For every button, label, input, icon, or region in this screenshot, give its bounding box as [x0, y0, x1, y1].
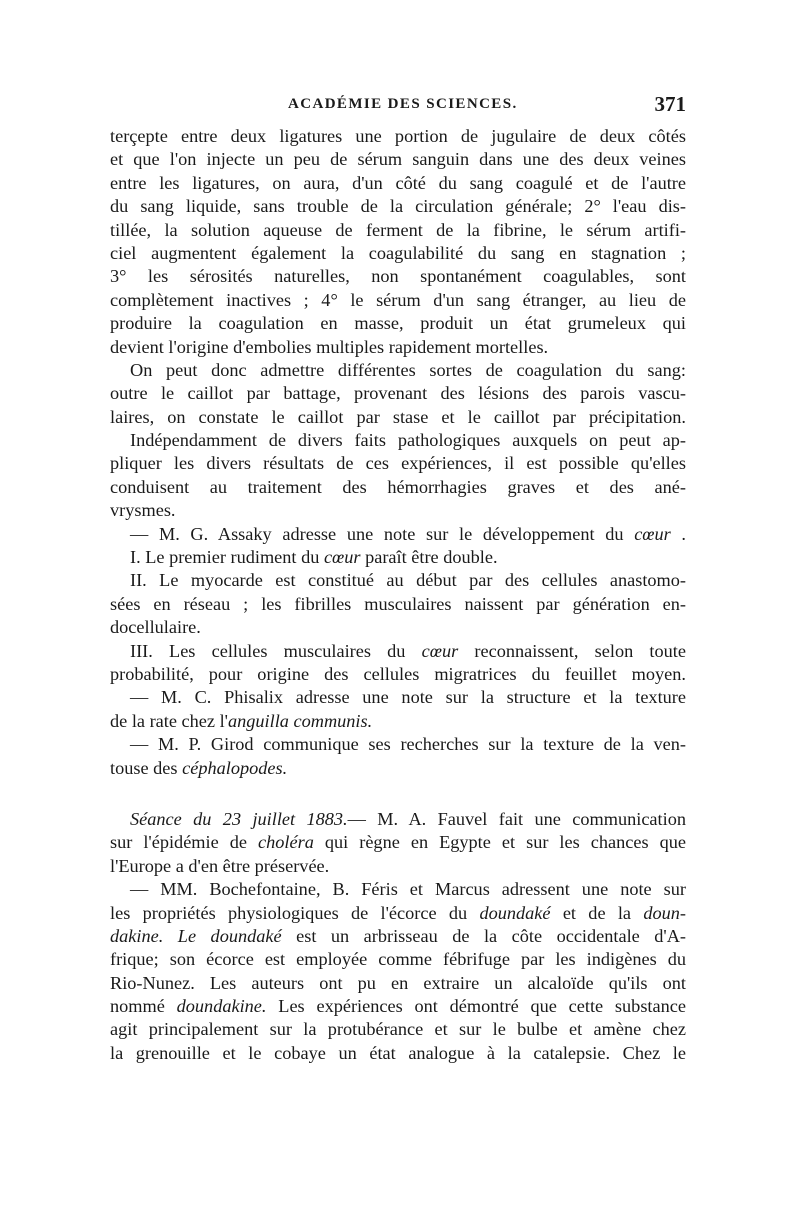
text-line: outre le caillot par battage, provenant des lésions des parois vascu-	[110, 383, 686, 404]
italic-word: doundaké	[210, 925, 282, 946]
text-line: terçepte entre deux ligatures une portion de jugulaire de deux côtés	[110, 126, 686, 146]
text-line: III. Les cellules musculaires du cœur reconnaissent, selon toute	[130, 640, 686, 661]
text-line: et que l'on injecte un peu de sérum sanguin dans une des deux veines	[110, 149, 686, 170]
text-line: sur l'épidémie de choléra qui règne en Egypte et sur les chances que	[110, 832, 686, 853]
text-line: II. Le myocarde est constitué au début par des cellules anastomo-	[130, 570, 686, 591]
italic-word: dakine. Le	[110, 925, 197, 946]
text-line: Rio-Nunez. Les auteurs ont pu en extraire un alcaloïde qu'ils ont	[110, 972, 686, 993]
text-line: complètement inactives ; 4° le sérum d'un sang étranger, au lieu de	[110, 289, 686, 310]
text-line: devient l'origine d'embolies multiples rapidement mortelles.	[110, 336, 549, 357]
body-text	[110, 125, 686, 1065]
text-line: — M. G. Assaky adresse une note sur le développement du cœur .	[130, 523, 686, 544]
italic-word: cœur	[421, 640, 459, 661]
text-line: nommé doundakine. Les expériences ont démontré que cette substance	[110, 996, 686, 1017]
italic-word: anguilla communis.	[227, 710, 373, 731]
text-line: tillée, la solution aqueuse de ferment de la fibrine, le sérum artifi-	[110, 219, 686, 240]
session-date: Séance du 23 juillet 1883.	[130, 808, 348, 829]
italic-word: doun-	[643, 902, 686, 923]
text-line: du sang liquide, sans trouble de la circulation générale; 2° l'eau dis-	[110, 196, 686, 217]
text-line: Indépendamment de divers faits pathologiques auxquels on peut ap-	[130, 430, 686, 451]
italic-word: cœur	[323, 547, 361, 568]
text-line: I. Le premier rudiment du cœur paraît être double.	[130, 547, 498, 568]
text-line: agit principalement sur la protubérance et sur le bulbe et amène chez	[110, 1019, 686, 1040]
text-line: la grenouille et le cobaye un état analogue à la catalepsie. Chez le	[110, 1042, 686, 1063]
text-line: — M. P. Girod communique ses recherches sur la texture de la ven-	[130, 734, 686, 755]
text-line: On peut donc admettre différentes sortes de coagulation du sang:	[130, 359, 686, 380]
text-line: Séance du 23 juillet 1883.— M. A. Fauvel fait une communication	[130, 808, 686, 829]
text-line: les propriétés physiologiques de l'écorce du doundaké et de la doun-	[110, 902, 686, 923]
text-line: docellulaire.	[110, 617, 201, 638]
text-line: pliquer les divers résultats de ces expériences, il est possible qu'elles	[110, 453, 686, 474]
text-line: produire la coagulation en masse, produit un état grumeleux qui	[110, 313, 686, 334]
text-line: frique; son écorce est employée comme fébrifuge par les indigènes du	[110, 949, 686, 970]
text-line: entre les ligatures, on aura, d'un côté du sang coagulé et de l'autre	[110, 172, 686, 193]
text-line: vrysmes.	[110, 500, 176, 521]
text-line: l'Europe a d'en être préservée.	[110, 855, 330, 876]
text-line: ciel augmentent également la coagulabilité du sang en stagnation ;	[110, 242, 686, 263]
text-line: laires, on constate le caillot par stase et le caillot par précipitation.	[110, 406, 686, 427]
italic-word: céphalopodes.	[182, 757, 288, 778]
page-number: 371	[654, 92, 686, 116]
text-line: touse des céphalopodes.	[110, 757, 288, 778]
text-line: — MM. Bochefontaine, B. Féris et Marcus adressent une note sur	[130, 879, 686, 900]
text-line: dakine. Le doundaké est un arbrisseau de la côte occidentale d'A-	[110, 925, 686, 946]
italic-word: choléra	[258, 832, 314, 853]
text-line: probabilité, pour origine des cellules migratrices du feuillet moyen.	[110, 663, 686, 684]
running-title: ACADÉMIE DES SCIENCES.	[288, 96, 518, 112]
text-line: de la rate chez l'anguilla communis.	[110, 710, 373, 731]
section-gap	[110, 780, 686, 808]
italic-word: cœur	[634, 523, 671, 544]
text-line: 3° les sérosités naturelles, non spontanément coagulables, sont	[110, 266, 686, 287]
running-head	[110, 92, 686, 122]
italic-word: doundakine.	[176, 996, 267, 1017]
text-line: — M. C. Phisalix adresse une note sur la structure et la texture	[130, 687, 686, 708]
italic-word: doundaké	[479, 902, 551, 923]
text-line: conduisent au traitement des hémorrhagies graves et des ané-	[110, 476, 686, 497]
text-line: sées en réseau ; les fibrilles musculaires naissent par génération en-	[110, 593, 686, 614]
